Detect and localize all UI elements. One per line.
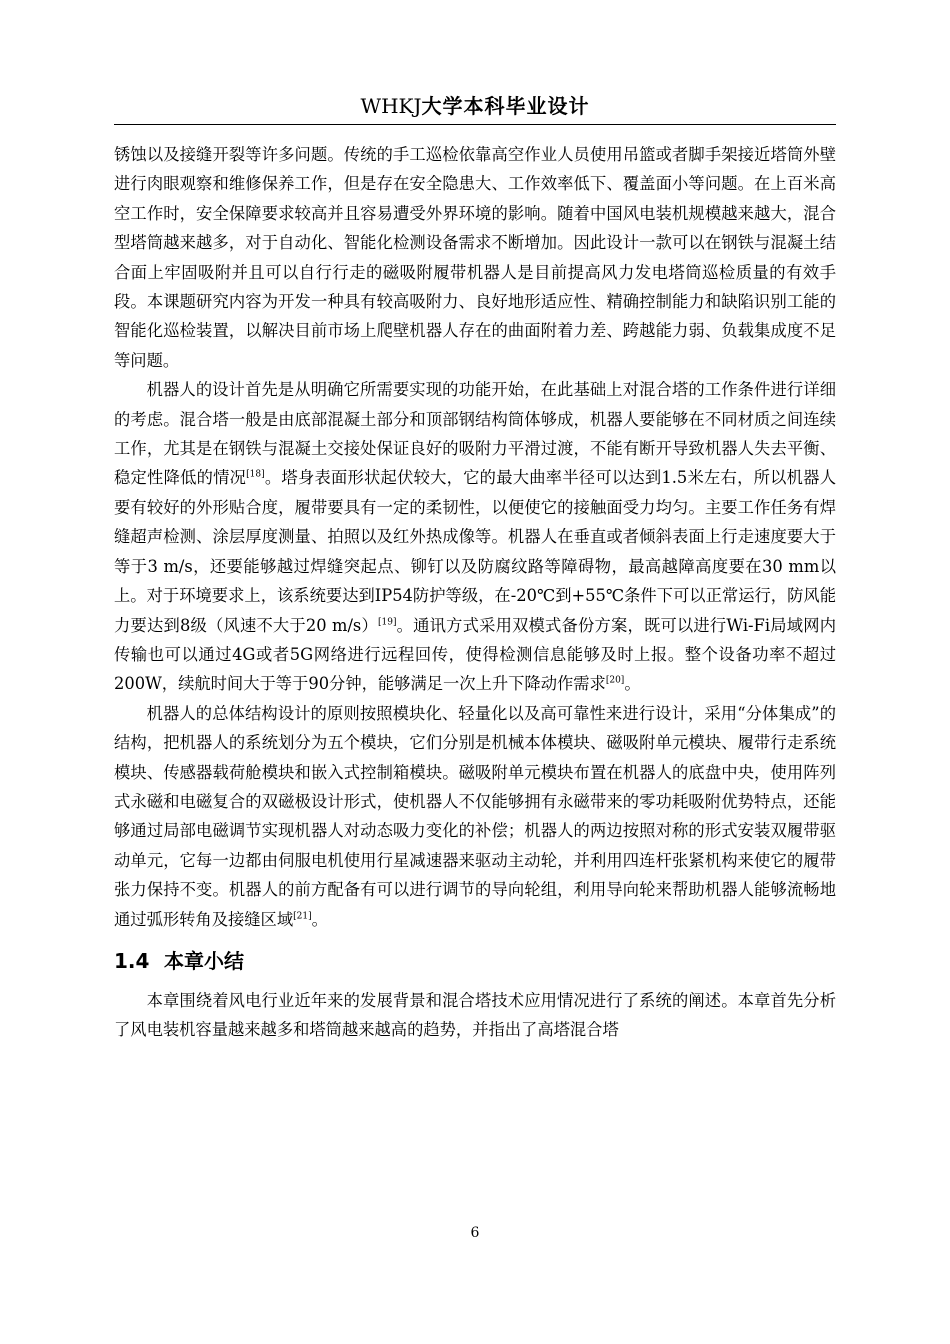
section-heading: [114, 946, 836, 976]
page-body: [114, 140, 836, 1045]
section-title: 本章小结: [164, 948, 244, 973]
section-number: 1.4: [114, 948, 150, 973]
paragraph-summary: 本章围绕着风电行业近年来的发展背景和混合塔技术应用情况进行了系统的阐述。本章首先分析了风电装机容量越来越多和塔筒越来越高的趋势，并指出了高塔混合塔: [114, 990, 836, 1040]
page-number: 6: [470, 1225, 480, 1241]
header-title: 大学本科毕业设计: [421, 94, 590, 118]
citation-20: [20]: [605, 675, 625, 686]
page-header: [114, 92, 836, 125]
citation-19: [19]: [377, 617, 397, 628]
paragraph-design-requirements: 机器人的设计首先是从明确它所需要实现的功能开始，在此基础上对混合塔的工作条件进行详细的考虑。混合塔一般是由底部混凝土部分和顶部钢结构筒体够成，机器人要能够在不同材质之间连续工作，尤其是在钢铁与混凝土交接处保证良好的吸附力平滑过渡，不能有断开导致机器人失去平衡、稳定性降低的情况[18]。塔身表面形状起伏较大，它的最大曲率半径可以达到1.5米左右，所以机器人要有较好的外形贴合度，履带要具有一定的柔韧性，以便使它的接触面受力均匀。主要工作任务有焊缝超声检测、涂层厚度测量、拍照以及红外热成像等。机器人在垂直或者倾斜表面上行走速度要大于等于3 m/s，还要能够越过焊缝突起点、铆钉以及防腐纹路等障碍物，最高越障高度要在30 mm以上。对于环境要求上，该系统要达到IP54防护等级，在-20℃到+55℃条件下可以正常运行，防风能力要达到8级（风速不大于20 m/s）[19]。通讯方式采用双模式备份方案，既可以进行Wi-Fi局域网内传输也可以通过4G或者5G网络进行远程回传，使得检测信息能够及时上报。整个设备功率不超过200W，续航时间大于等于90分钟，能够满足一次上升下降动作需求[20]。: [114, 380, 836, 694]
header-code: WHKJ: [360, 94, 422, 118]
citation-18: [18]: [246, 470, 265, 481]
paragraph-continued: 锈蚀以及接缝开裂等许多问题。传统的手工巡检依靠高空作业人员使用吊篮或者脚手架接近塔筒外壁进行肉眼观察和维修保养工作，但是存在安全隐患大、工作效率低下、覆盖面小等问题。在上百米高空工作时，安全保障要求较高并且容易遭受外界环境的影响。随着中国风电装机规模越来越大，混合型塔筒越来越多，对于自动化、智能化检测设备需求不断增加。因此设计一款可以在钢铁与混凝土结合面上牢固吸附并且可以自行行走的磁吸附履带机器人是目前提高风力发电塔筒巡检质量的有效手段。本课题研究内容为开发一种具有较高吸附力、良好地形适应性、精确控制能力和缺陷识别工能的智能化巡检装置，以解决目前市场上爬壁机器人存在的曲面附着力差、跨越能力弱、负载集成度不足等问题。: [114, 145, 836, 370]
citation-21: [21]: [293, 911, 312, 922]
paragraph-structure-design: 机器人的总体结构设计的原则按照模块化、轻量化以及高可靠性来进行设计，采用“分体集成”的结构，把机器人的系统划分为五个模块，它们分别是机械本体模块、磁吸附单元模块、履带行走系统模块、传感器载荷舱模块和嵌入式控制箱模块。磁吸附单元模块布置在机器人的底盘中央，使用阵列式永磁和电磁复合的双磁极设计形式，使机器人不仅能够拥有永磁带来的零功耗吸附优势特点，还能够通过局部电磁调节实现机器人对动态吸力变化的补偿；机器人的两边按照对称的形式安装双履带驱动单元，它每一边都由伺服电机使用行星减速器来驱动主动轮，并利用四连杆张紧机构来使它的履带张力保持不变。机器人的前方配备有可以进行调节的导向轮组，利用导向轮来帮助机器人能够流畅地通过弧形转角及接缝区域[21]。: [114, 703, 836, 929]
